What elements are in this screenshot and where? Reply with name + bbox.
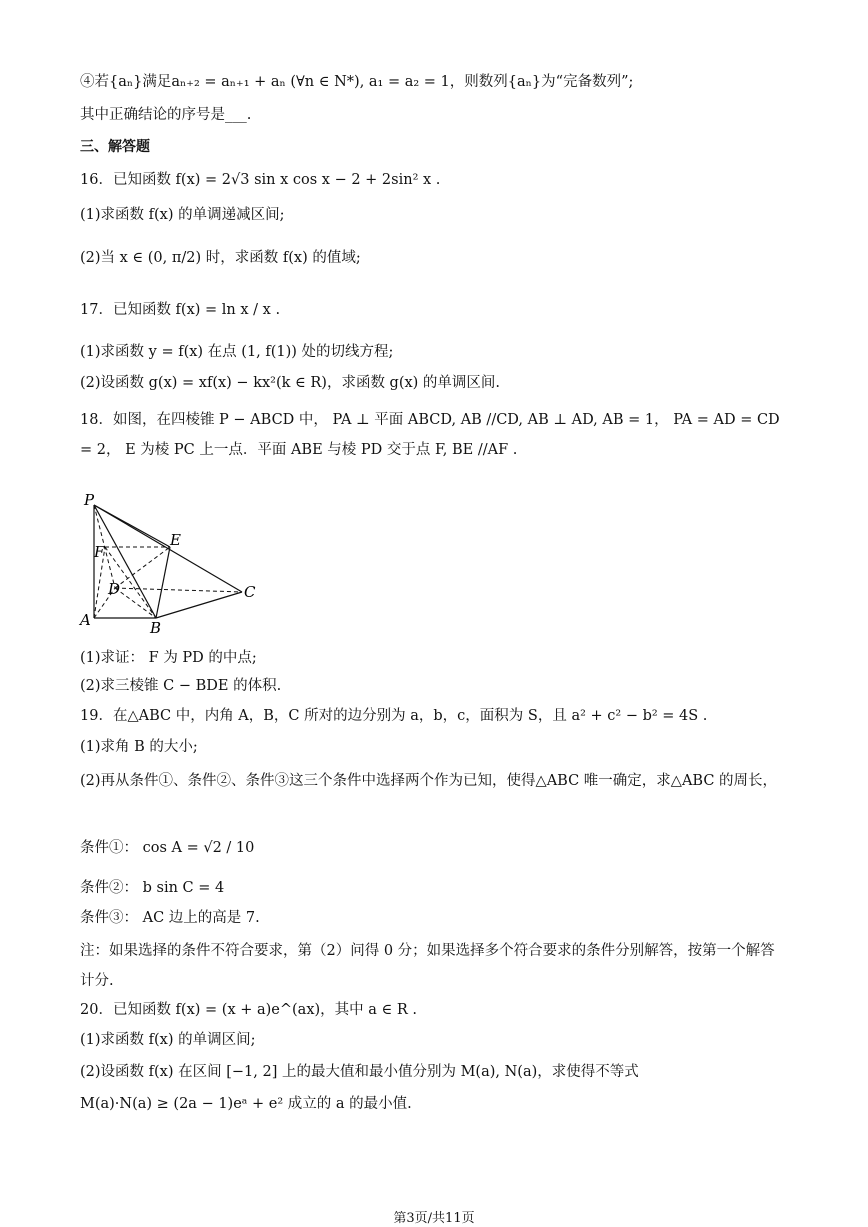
- q20-stem: 20．已知函数 f(x) = (x + a)e^(ax)，其中 a ∈ R .: [80, 1002, 417, 1018]
- page-footer: 第3页/共11页: [393, 1211, 475, 1226]
- q18-stem: 18．如图，在四棱锥 P − ABCD 中， PA ⊥ 平面 ABCD, AB //CD, AB ⊥ AD, AB = 1， PA = AD = CD = 2， E 为棱 PC 上一点．平面 ABE 与棱 PD 交于点 F, BE //AF .: [80, 412, 780, 458]
- label-c: C: [244, 583, 256, 601]
- section-heading: 三、解答题: [80, 139, 150, 155]
- q17-part1: (1)求函数 y = f(x) 在点 (1, f(1)) 处的切线方程;: [80, 344, 394, 360]
- label-e: E: [170, 531, 181, 549]
- line-1: 其中正确结论的序号是___.: [80, 107, 252, 123]
- q17-part2: (2)设函数 g(x) = xf(x) − kx²(k ∈ R)，求函数 g(x) 的单调区间.: [80, 375, 501, 391]
- q19-part2: (2)再从条件①、条件②、条件③这三个条件中选择两个作为已知，使得△ABC 唯一确定，求△ABC 的周长，: [80, 773, 778, 789]
- q20-part2: (2)设函数 f(x) 在区间 [−1, 2] 上的最大值和最小值分别为 M(a), N(a)，求使得不等式: [80, 1064, 639, 1080]
- q16-part1: (1)求函数 f(x) 的单调递减区间;: [80, 207, 285, 223]
- q20-part1: (1)求函数 f(x) 的单调区间;: [80, 1032, 256, 1048]
- q18-part1: (1)求证： F 为 PD 的中点;: [80, 650, 257, 666]
- q17-stem: 17．已知函数 f(x) = ln x / x .: [80, 302, 281, 318]
- pyramid-figure: [70, 485, 280, 645]
- condition-1: 条件①： cos A = √2 / 10: [80, 840, 255, 856]
- condition-3: 条件③： AC 边上的高是 7.: [80, 910, 260, 926]
- label-f: F: [94, 543, 105, 561]
- line-0: ④若{aₙ}满足aₙ₊₂ = aₙ₊₁ + aₙ (∀n ∈ N*), a₁ = a₂ = 1，则数列{aₙ}为“完备数列”;: [80, 74, 634, 90]
- label-p: P: [84, 491, 95, 509]
- q19-stem: 19．在△ABC 中，内角 A，B，C 所对的边分别为 a，b，c，面积为 S，且 a² + c² − b² = 4S .: [80, 708, 708, 724]
- q19-part1: (1)求角 B 的大小;: [80, 739, 198, 755]
- label-a: A: [80, 611, 91, 629]
- q19-note: 注：如果选择的条件不符合要求，第（2）问得 0 分；如果选择多个符合要求的条件分别解答，按第一个解答计分.: [80, 943, 775, 989]
- q16-part2: (2)当 x ∈ (0, π/2) 时，求函数 f(x) 的值域;: [80, 250, 361, 266]
- q18-part2: (2)求三棱锥 C − BDE 的体积.: [80, 678, 282, 694]
- condition-2: 条件②： b sin C = 4: [80, 880, 225, 896]
- q20-inequality: M(a)·N(a) ≥ (2a − 1)eᵃ + e² 成立的 a 的最小值.: [80, 1096, 412, 1112]
- q16-stem: 16．已知函数 f(x) = 2√3 sin x cos x − 2 + 2sin² x .: [80, 172, 441, 188]
- label-d: D: [108, 580, 121, 598]
- label-b: B: [150, 619, 162, 637]
